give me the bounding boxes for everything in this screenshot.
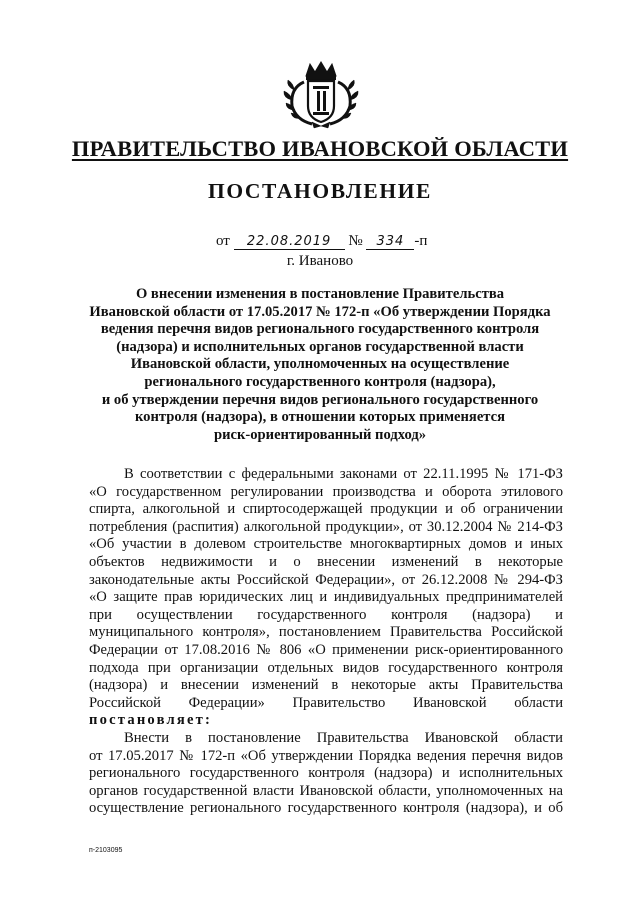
body-line: «Об участии в долевом строительстве многоквартирных домов и иных (89, 536, 563, 553)
body-line: В соответствии с федеральными законами от 22.11.1995 № 171-ФЗ (124, 466, 563, 482)
body-line: объектов недвижимости и о внесении изменений в некоторые (89, 553, 563, 570)
body-line: подхода при организации отдельных видов государственного контроля (89, 659, 563, 676)
resolves-word: постановляет: (89, 712, 213, 729)
city-name: г. Иваново (286, 253, 354, 269)
document-type: ПОСТАНОВЛЕНИЕ (208, 179, 432, 203)
number-sign: № (348, 233, 363, 249)
document-heading (86, 286, 554, 444)
body-line: Российской Федерации» Правительство Ивановской области (89, 694, 563, 711)
body-line: от 17.05.2017 № 172-п «Об утверждении Порядка ведения перечня видов (89, 747, 563, 764)
heading-line: Ивановской области от 17.05.2017 № 172-п «Об утверждении Порядка (89, 303, 551, 320)
handwritten-number: 334 (366, 234, 414, 250)
body-line: Внести в постановление Правительства Ивановской области (124, 729, 563, 746)
heading-line: ведения перечня видов регионального государственного контроля (100, 321, 540, 338)
number-suffix: -п (414, 233, 428, 249)
body-line: Федерации от 17.08.2016 № 806 «О применении риск-ориентированного (89, 641, 563, 658)
body-line: «О защите прав юридических лиц и индивидуальных предпринимателей (89, 589, 563, 606)
footer-code: п-2103095 (89, 847, 123, 854)
date-prefix: от (216, 233, 230, 249)
body-line: осуществление регионального государственного контроля (надзора), и об (89, 800, 563, 817)
heading-line: (надзора) и исполнительных органов государственной власти (116, 338, 524, 355)
document-body (89, 466, 563, 818)
body-line: органов государственной власти Ивановской области, уполномоченных на (89, 782, 563, 799)
body-line: (надзора) и внесении изменений в некоторые акты Правительства (89, 677, 563, 694)
body-line: «О государственном регулировании производства и оборота этилового (89, 483, 563, 500)
coat-of-arms-emblem (282, 60, 360, 130)
heading-line: риск-ориентированный подход» (213, 426, 426, 443)
heading-line: и об утверждении перечня видов регионального государственного (101, 391, 539, 408)
body-line: спирта, алкогольной и спиртосодержащей продукции и об ограничении (89, 501, 563, 518)
government-title-text: ПРАВИТЕЛЬСТВО ИВАНОВСКОЙ ОБЛАСТИ (71, 136, 569, 161)
heading-line: регионального государственного контроля (надзора), (144, 373, 496, 390)
body-line: регионального государственного контроля (надзора) и исполнительных (89, 765, 563, 782)
government-title (0, 136, 640, 162)
date-number-line (216, 233, 427, 250)
heading-line: Ивановской области, уполномоченных на осуществление (130, 356, 510, 373)
body-line: законодательные акты Российской Федерации», от 26.12.2008 № 294-ФЗ (89, 571, 563, 588)
body-line: муниципального контроля», постановлением Правительства Российской (89, 624, 563, 641)
resolves-line (89, 712, 563, 730)
heading-line: О внесении изменения в постановление Правительства (135, 286, 505, 302)
body-line: при осуществлении государственного контроля (надзора) и (89, 606, 563, 623)
handwritten-date: 22.08.2019 (234, 234, 345, 250)
heading-line: контроля (надзора), в отношении которых применяется (134, 409, 506, 426)
body-line: потребления (распития) алкогольной продукции», от 30.12.2004 № 214-ФЗ (89, 518, 563, 535)
